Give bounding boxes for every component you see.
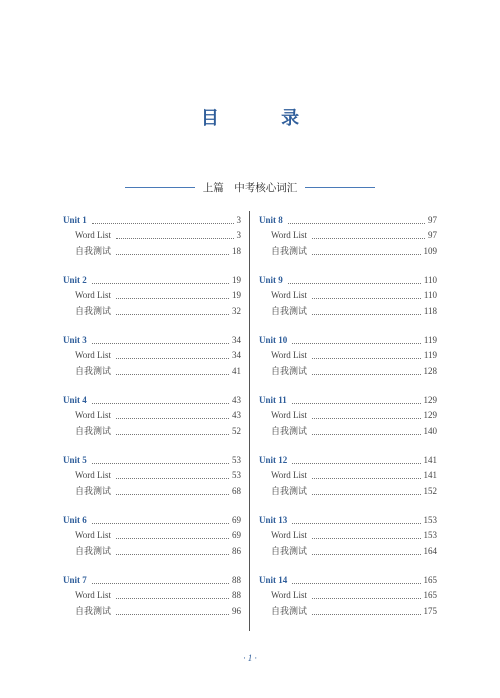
entry-label: Word List [75, 590, 112, 600]
dot-leader [312, 254, 420, 255]
toc-entry-row[interactable] [259, 408, 437, 424]
unit-block [63, 512, 241, 572]
toc-entry-row[interactable] [259, 468, 437, 484]
dot-leader [116, 358, 229, 359]
unit-block [63, 452, 241, 512]
toc-entry-row[interactable] [259, 588, 437, 604]
unit-title: Unit 7 [63, 574, 87, 585]
page-number-ref: 19 [232, 290, 241, 300]
toc-entry-row[interactable] [259, 243, 437, 259]
page-number-ref: 19 [232, 274, 241, 285]
page-number-ref: 53 [232, 454, 241, 465]
unit-block [63, 212, 241, 272]
entry-label: Word List [271, 470, 308, 480]
dot-leader [312, 434, 420, 435]
unit-block [259, 572, 437, 632]
dot-leader [312, 238, 425, 239]
toc-entry-row[interactable] [259, 288, 437, 304]
toc-unit-row[interactable] [259, 392, 437, 408]
toc-entry-row[interactable] [63, 303, 241, 319]
page-number-ref: 53 [232, 470, 241, 480]
dot-leader [312, 298, 421, 299]
entry-label: 自我测试 [75, 545, 112, 556]
dot-leader [288, 283, 421, 284]
toc-entry-row[interactable] [259, 543, 437, 559]
entry-label: 自我测试 [271, 305, 308, 316]
toc-entry-row[interactable] [63, 468, 241, 484]
toc-unit-row[interactable] [63, 392, 241, 408]
dot-leader [312, 374, 420, 375]
page-number-ref: 88 [232, 590, 241, 600]
entry-label: 自我测试 [75, 365, 112, 376]
entry-label: 自我测试 [75, 245, 112, 256]
page-number-ref: 141 [423, 454, 437, 465]
page-number-ref: 110 [423, 290, 437, 300]
dot-leader [292, 583, 420, 584]
dot-leader [92, 463, 229, 464]
dot-leader [292, 343, 421, 344]
entry-label: 自我测试 [75, 425, 112, 436]
toc-entry-row[interactable] [259, 228, 437, 244]
page-title: 目 录 [200, 108, 328, 129]
toc-entry-row[interactable] [63, 423, 241, 439]
toc-unit-row[interactable] [63, 452, 241, 468]
dot-leader [116, 298, 229, 299]
page-number-ref: 69 [232, 514, 241, 525]
dot-leader [92, 223, 234, 224]
dot-leader [116, 614, 229, 615]
toc-unit-row[interactable] [63, 512, 241, 528]
page-number-ref: 129 [423, 410, 437, 420]
page-number-ref: 153 [423, 514, 437, 525]
page-number-ref: 118 [423, 305, 437, 316]
page-number-ref: 43 [232, 410, 241, 420]
entry-label: Word List [75, 470, 112, 480]
unit-block [259, 212, 437, 272]
page-number-ref: 119 [423, 334, 437, 345]
page-number-ref: 69 [232, 530, 241, 540]
dot-leader [116, 314, 229, 315]
entry-label: 自我测试 [75, 605, 112, 616]
page-number-ref: 43 [232, 394, 241, 405]
page-number-ref: 141 [423, 470, 437, 480]
dot-leader [312, 358, 421, 359]
entry-label: Word List [75, 290, 112, 300]
toc-unit-row[interactable] [259, 512, 437, 528]
toc-unit-row[interactable] [259, 212, 437, 228]
entry-label: 自我测试 [75, 485, 112, 496]
toc-unit-row[interactable] [63, 272, 241, 288]
toc-entry-row[interactable] [63, 483, 241, 499]
page-number-ref: 109 [423, 245, 437, 256]
dot-leader [312, 598, 420, 599]
dot-leader [312, 494, 420, 495]
toc-unit-row[interactable] [259, 572, 437, 588]
page-number-ref: 175 [423, 605, 437, 616]
toc-unit-row[interactable] [259, 332, 437, 348]
toc-entry-row[interactable] [259, 528, 437, 544]
dot-leader [116, 434, 229, 435]
entry-label: Word List [271, 350, 308, 360]
entry-label: 自我测试 [271, 245, 308, 256]
unit-title: Unit 1 [63, 214, 87, 225]
entry-label: Word List [271, 410, 308, 420]
page-number-ref: 140 [423, 425, 437, 436]
unit-block [63, 332, 241, 392]
dot-leader [292, 463, 420, 464]
entry-label: 自我测试 [271, 425, 308, 436]
unit-title: Unit 3 [63, 334, 87, 345]
unit-title: Unit 14 [259, 574, 288, 585]
unit-title: Unit 8 [259, 214, 283, 225]
dot-leader [92, 343, 229, 344]
column-divider [249, 211, 250, 631]
unit-title: Unit 6 [63, 514, 87, 525]
toc-entry-row[interactable] [63, 543, 241, 559]
entry-label: 自我测试 [271, 365, 308, 376]
page-number-ref: 41 [232, 365, 241, 376]
page-number-ref: 97 [428, 230, 437, 240]
entry-label: Word List [271, 230, 308, 240]
toc-entry-row[interactable] [63, 603, 241, 619]
unit-title: Unit 2 [63, 274, 87, 285]
page-number-ref: 97 [428, 214, 437, 225]
dot-leader [292, 403, 421, 404]
dot-leader [116, 374, 229, 375]
entry-label: 自我测试 [75, 305, 112, 316]
page-number-ref: 96 [232, 605, 241, 616]
toc-unit-row[interactable] [63, 572, 241, 588]
dot-leader [92, 403, 229, 404]
section-rule-right [305, 187, 375, 188]
toc-unit-row[interactable] [259, 272, 437, 288]
dot-leader [116, 598, 229, 599]
dot-leader [312, 478, 420, 479]
entry-label: Word List [271, 530, 308, 540]
toc-unit-row[interactable] [259, 452, 437, 468]
page-number-ref: 34 [232, 350, 241, 360]
page-number-ref: 68 [232, 485, 241, 496]
dot-leader [92, 283, 229, 284]
dot-leader [116, 238, 233, 239]
unit-title: Unit 13 [259, 514, 288, 525]
page-number-ref: 165 [423, 574, 437, 585]
entry-label: Word List [271, 590, 308, 600]
entry-label: 自我测试 [271, 605, 308, 616]
dot-leader [116, 494, 229, 495]
dot-leader [116, 478, 229, 479]
dot-leader [92, 523, 229, 524]
page-number-ref: 152 [423, 485, 437, 496]
unit-block [259, 272, 437, 332]
toc-entry-row[interactable] [63, 528, 241, 544]
page-number-ref: 3 [236, 230, 241, 240]
entry-label: Word List [75, 410, 112, 420]
page-number-ref: 119 [423, 350, 437, 360]
unit-block [259, 332, 437, 392]
unit-title: Unit 11 [259, 394, 287, 405]
entry-label: Word List [75, 350, 112, 360]
toc-entry-row[interactable] [259, 363, 437, 379]
toc-entry-row[interactable] [259, 348, 437, 364]
entry-label: 自我测试 [271, 485, 308, 496]
unit-title: Unit 12 [259, 454, 288, 465]
dot-leader [116, 554, 229, 555]
unit-title: Unit 4 [63, 394, 87, 405]
toc-entry-row[interactable] [63, 348, 241, 364]
page-number-ref: 153 [423, 530, 437, 540]
dot-leader [116, 418, 229, 419]
toc-entry-row[interactable] [63, 228, 241, 244]
page-number-ref: 18 [232, 245, 241, 256]
section-heading [0, 180, 500, 195]
toc-entry-row[interactable] [259, 303, 437, 319]
dot-leader [312, 314, 421, 315]
toc-entry-row[interactable] [259, 423, 437, 439]
entry-label: 自我测试 [271, 545, 308, 556]
page-number-ref: 34 [232, 334, 241, 345]
toc-entry-row[interactable] [259, 603, 437, 619]
section-label: 上篇 中考核心词汇 [202, 182, 298, 194]
page-number-ref: 32 [232, 305, 241, 316]
unit-title: Unit 10 [259, 334, 288, 345]
unit-block [63, 572, 241, 632]
toc-entry-row[interactable] [259, 483, 437, 499]
entry-label: Word List [75, 530, 112, 540]
unit-block [63, 272, 241, 332]
page-number-ref: 128 [423, 365, 437, 376]
toc-entry-row[interactable] [63, 408, 241, 424]
toc-unit-row[interactable] [63, 212, 241, 228]
dot-leader [92, 583, 229, 584]
page-number-ref: 110 [423, 274, 437, 285]
page-number-ref: 165 [423, 590, 437, 600]
page-number-ref: 3 [236, 214, 241, 225]
page-number-ref: 129 [423, 394, 437, 405]
page-number: · 1 · [243, 653, 257, 663]
unit-title: Unit 9 [259, 274, 283, 285]
toc-entry-row[interactable] [63, 363, 241, 379]
toc-unit-row[interactable] [63, 332, 241, 348]
unit-block [259, 452, 437, 512]
page-number-ref: 88 [232, 574, 241, 585]
dot-leader [288, 223, 425, 224]
dot-leader [312, 418, 420, 419]
dot-leader [116, 254, 229, 255]
dot-leader [312, 554, 420, 555]
unit-block [63, 392, 241, 452]
page-number-ref: 52 [232, 425, 241, 436]
toc-column-right [259, 212, 437, 632]
dot-leader [292, 523, 420, 524]
section-rule-left [125, 187, 195, 188]
entry-label: Word List [75, 230, 112, 240]
unit-block [259, 512, 437, 572]
unit-title: Unit 5 [63, 454, 87, 465]
page-number-ref: 164 [423, 545, 437, 556]
entry-label: Word List [271, 290, 308, 300]
dot-leader [116, 538, 229, 539]
toc-entry-row[interactable] [63, 588, 241, 604]
dot-leader [312, 538, 420, 539]
dot-leader [312, 614, 420, 615]
toc-entry-row[interactable] [63, 243, 241, 259]
toc-entry-row[interactable] [63, 288, 241, 304]
page-number-ref: 86 [232, 545, 241, 556]
unit-block [259, 392, 437, 452]
toc-column-left [63, 212, 241, 632]
